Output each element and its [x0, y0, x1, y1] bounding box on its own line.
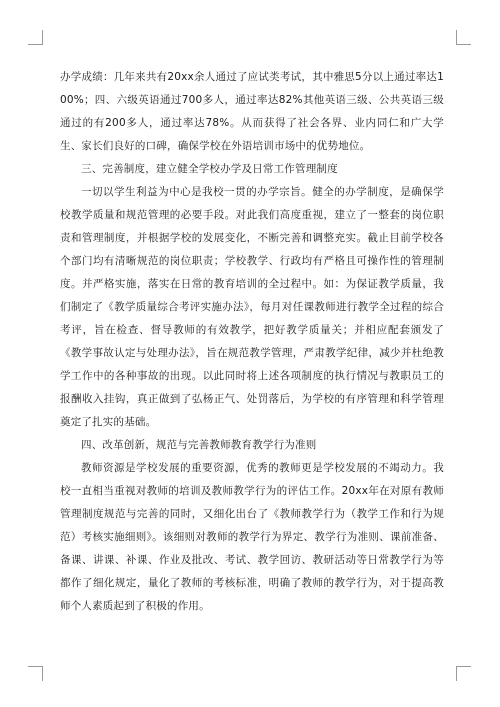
document-body	[60, 66, 444, 618]
crop-mark-bottom-right	[456, 666, 471, 681]
crop-mark-bottom-left	[28, 666, 43, 681]
section-heading-4: 四、改革创新，规范与完善教师教育教学行为准则	[81, 439, 317, 451]
paragraph-achievements: 办学成绩：几年来共有20xx余人通过了应试类考试，其中雅思5分以上通过率达100%；四、六级英语通过700多人，通过率达82%其他英语三级、公共英语三级通过的有200多人，通过率达78%。从而获得了社会各界、业内同仁和广大学生、家长们良好的口碑，确保学校在外语培训市场中的优势地位。	[60, 71, 444, 152]
section-heading-3: 三、完善制度，建立健全学校办学及日常工作管理制度	[81, 163, 338, 175]
crop-mark-top-right	[456, 30, 471, 45]
paragraph-teacher-standards: 教师资源是学校发展的重要资源，优秀的教师更是学校发展的不竭动力。我校一直相当重视对教师的培训及教师教学行为的评估工作。20xx年在对原有教师管理制度规范与完善的同时，又细化出台了《教师教学行为（教学工作和行为规范）考核实施细则》。该细则对教师的教学行为界定、教学行为准则、课前准备、备课、讲课、补课、作业及批改、考试、教学回访、教研活动等日常教学行为等都作了细化规定，量化了教师的考核标准，明确了教师的教学行为，对于提高教师个人素质起到了积极的作用。	[60, 462, 444, 612]
paragraph-management-system: 一切以学生利益为中心是我校一贯的办学宗旨。健全的办学制度，是确保学校教学质量和规范管理的必要手段。对此我们高度重视，建立了一整套的岗位职责和管理制度，并根据学校的发展变化，不断完善和调整充实。截止目前学校各个部门均有清晰规范的岗位职责；学校教学、行政均有严格且可操作性的管理制度。并严格实施，落实在日常的教育培训的全过程中。如：为保证教学质量，我们制定了《教学质量综合考评实施办法》，每月对任课教师进行教学全过程的综合考评，旨在检查、督导教师的有效教学，把好教学质量关；并相应配套颁发了《教学事故认定与处理办法》，旨在规范教学管理，严肃教学纪律，减少并杜绝教学工作中的各种事故的出现。以此同时将上述各项制度的执行情况与教职员工的报酬收入挂钩，真正做到了弘杨正气、处罚落后，为学校的有序管理和科学管理奠定了扎实的基础。	[60, 186, 444, 428]
crop-mark-top-left	[28, 30, 43, 45]
